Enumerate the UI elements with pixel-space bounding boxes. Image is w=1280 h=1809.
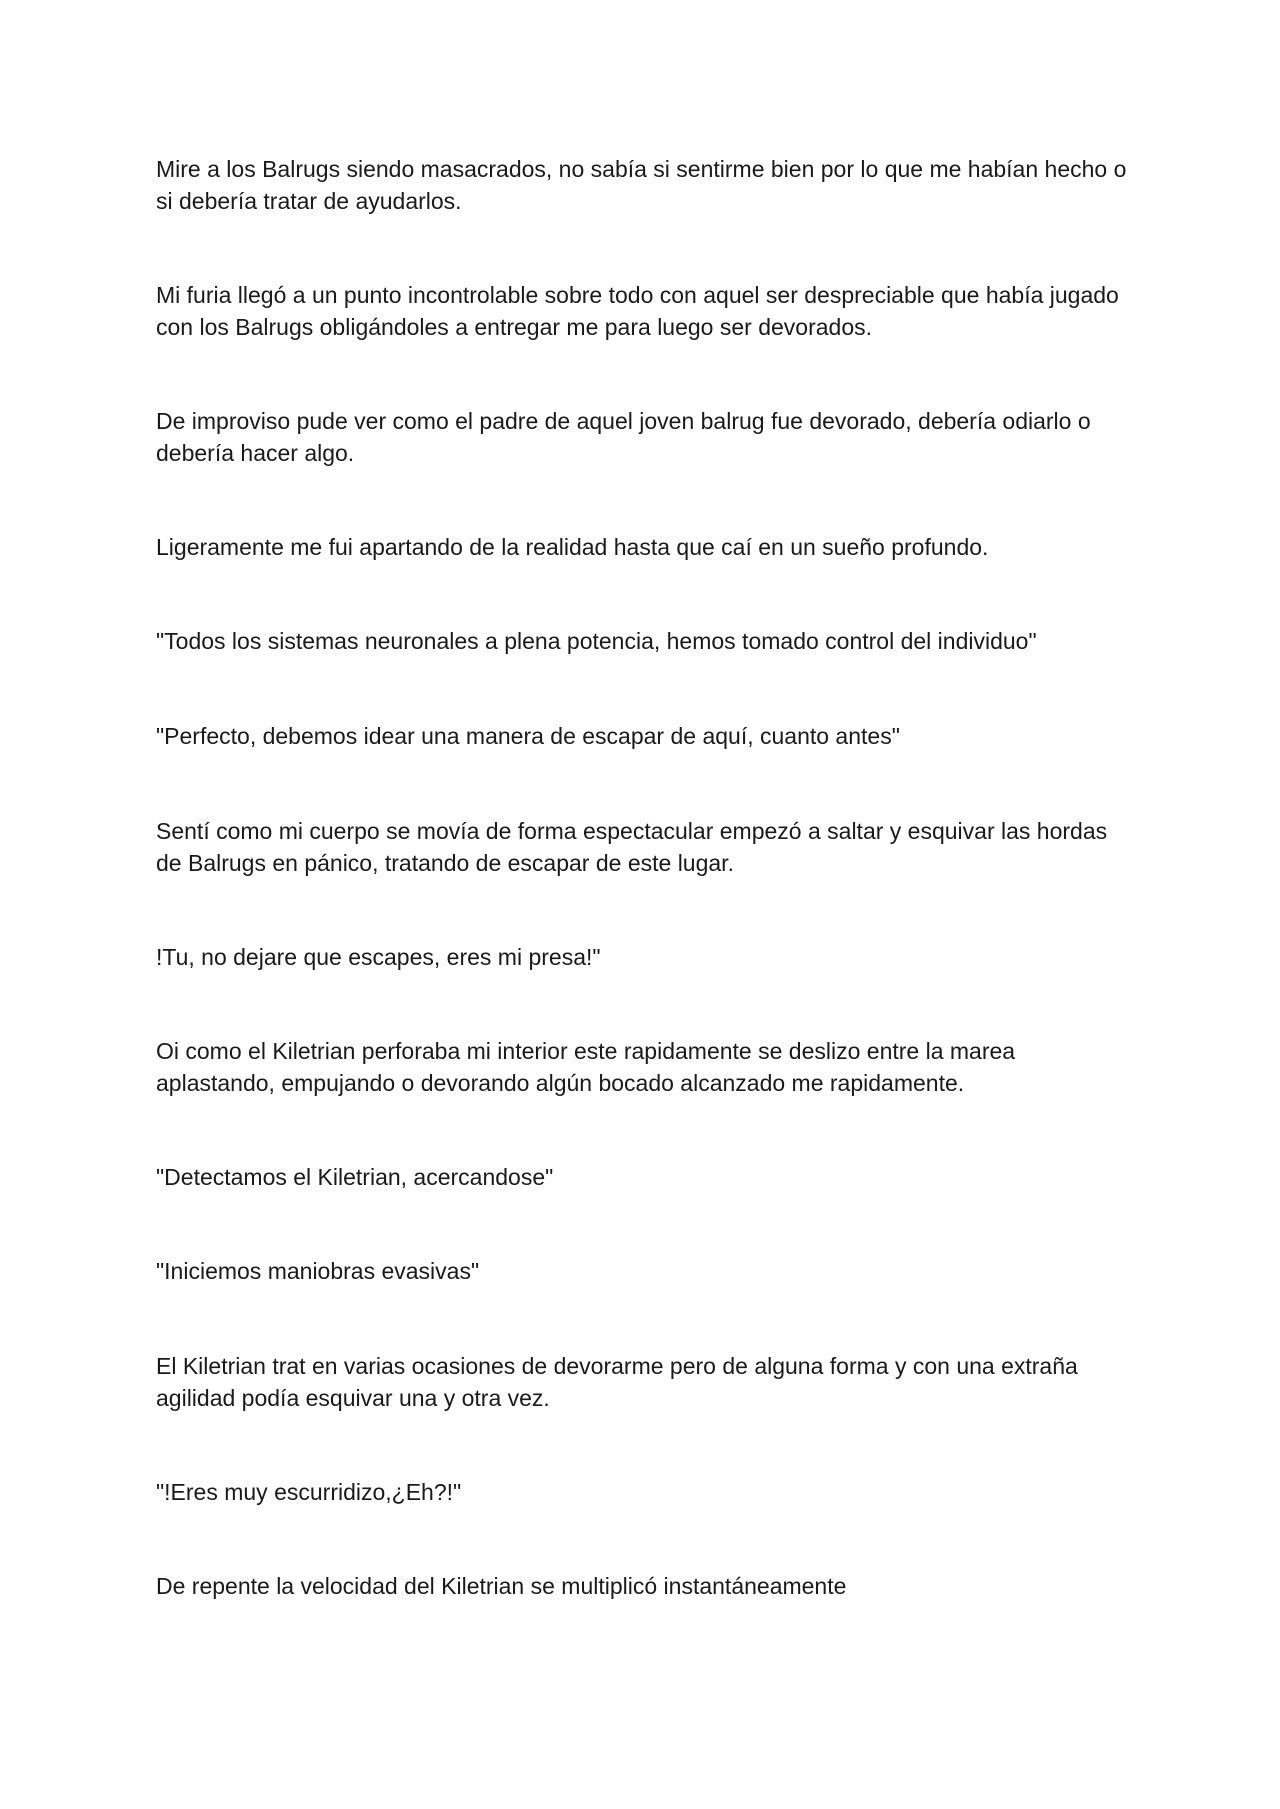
paragraph-13: "!Eres muy escurridizo,¿Eh?!": [156, 1479, 462, 1505]
paragraph-14: De repente la velocidad del Kiletrian se multiplicó instantáneamente: [156, 1573, 847, 1599]
paragraph-5: "Todos los sistemas neuronales a plena potencia, hemos tomado control del individuo": [156, 628, 1037, 654]
paragraph-8: !Tu, no dejare que escapes, eres mi presa!": [156, 944, 601, 970]
paragraph-12: El Kiletrian trat en varias ocasiones de devorarme pero de alguna forma y con una extraña agilidad podía esquivar una y otra vez.: [156, 1353, 1078, 1411]
paragraph-10: "Detectamos el Kiletrian, acercandose": [156, 1164, 554, 1190]
paragraph-11: "Iniciemos maniobras evasivas": [156, 1258, 480, 1284]
paragraph-9: Oi como el Kiletrian perforaba mi interior este rapidamente se deslizo entre la marea aplastando, empujando o devorando algún bocado alcanzado me rapidamente.: [156, 1038, 1016, 1096]
paragraph-3: De improviso pude ver como el padre de aquel joven balrug fue devorado, debería odiarlo o debería hacer algo.: [156, 408, 1091, 466]
paragraph-6: "Perfecto, debemos idear una manera de escapar de aquí, cuanto antes": [156, 723, 900, 749]
paragraph-2: Mi furia llegó a un punto incontrolable sobre todo con aquel ser despreciable que había jugado con los Balrugs obligándoles a entregar me para luego ser devorados.: [156, 282, 1119, 340]
paragraph-4: Ligeramente me fui apartando de la realidad hasta que caí en un sueño profundo.: [156, 534, 989, 560]
paragraph-7: Sentí como mi cuerpo se movía de forma espectacular empezó a saltar y esquivar las hordas de Balrugs en pánico, tratando de escapar de este lugar.: [156, 818, 1108, 876]
paragraph-1: Mire a los Balrugs siendo masacrados, no sabía si sentirme bien por lo que me habían hecho o si debería tratar de ayudarlos.: [156, 156, 1127, 214]
